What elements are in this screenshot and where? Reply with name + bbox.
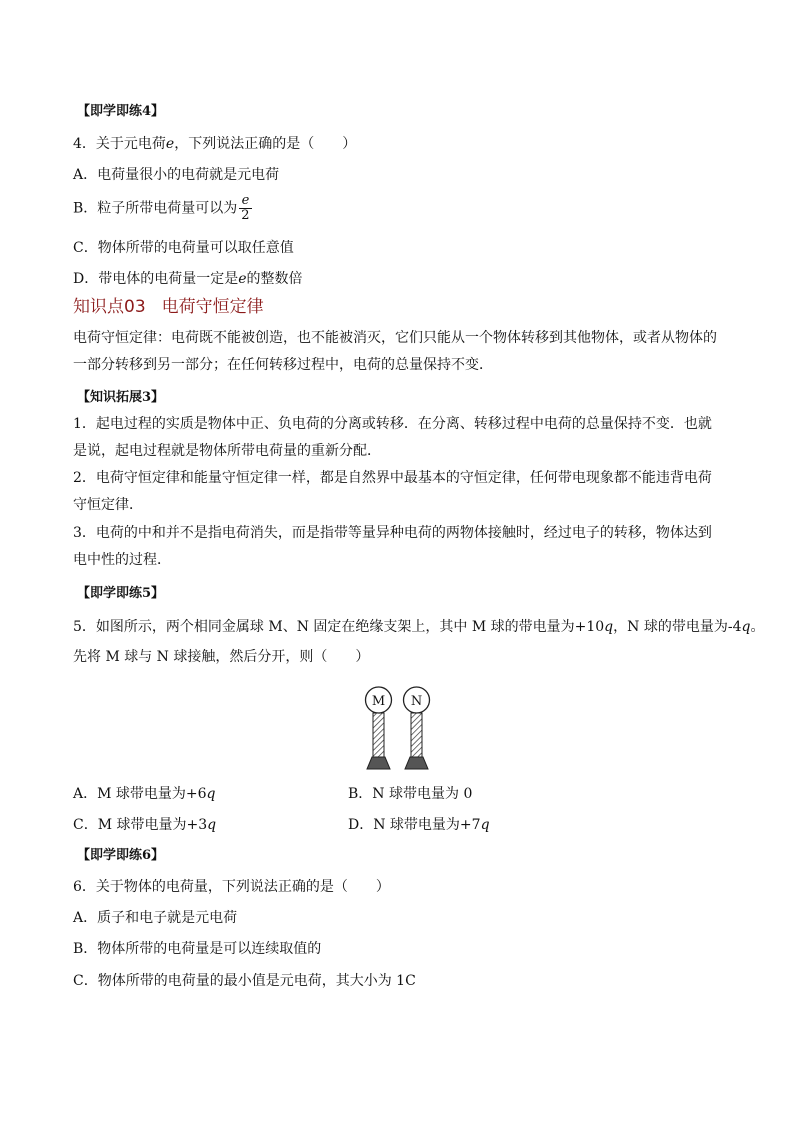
- figure-metal-balls: [360, 684, 440, 774]
- section-title: 电荷守恒定律: [161, 297, 264, 317]
- practice5-option-b: B．N 球带电量为 0: [348, 786, 473, 802]
- practice5-option-d: D．N 球带电量为+7q: [348, 817, 490, 833]
- practice4-option-a: A．电荷量很小的电荷就是元电荷: [73, 167, 280, 183]
- section-number: 知识点03: [73, 297, 146, 317]
- practice6-option-c: C．物体所带的电荷量的最小值是元电荷，其大小为 1C: [73, 973, 416, 989]
- practice4-option-d: D．带电体的电荷量一定是e的整数倍: [73, 271, 303, 287]
- practice4-option-c: C．物体所带的电荷量可以取任意值: [73, 240, 294, 256]
- section-heading: [73, 296, 264, 318]
- practice6-question: 6．关于物体的电荷量，下列说法正确的是（ ）: [73, 879, 390, 895]
- ball-n-label: N: [410, 694, 423, 709]
- practice4-tag: 【即学即练4】: [77, 104, 165, 119]
- ball-m-label: M: [371, 694, 386, 709]
- practice4-option-b: B．粒子所带电荷量可以为 $\frac{e}{2}$: [73, 193, 250, 223]
- practice6-option-a: A．质子和电子就是元电荷: [73, 910, 238, 926]
- practice6-option-b: B．物体所带的电荷量是可以连续取值的: [73, 941, 322, 957]
- extension3-tag: 【知识拓展3】: [77, 390, 165, 405]
- stand-right: [405, 713, 428, 769]
- practice6-tag: 【即学即练6】: [77, 848, 165, 863]
- stand-left: [367, 713, 390, 769]
- practice5-question-line2: 先将 M 球与 N 球接触，然后分开，则（ ）: [73, 649, 370, 665]
- extension3-point1: 1．起电过程的实质是物体中正、负电荷的分离或转移．在分离、转移过程中电荷的总量保持不变．也就是说，起电过程就是物体所带电荷量的重新分配．: [73, 416, 712, 459]
- extension3-point2: 2．电荷守恒定律和能量守恒定律一样，都是自然界中最基本的守恒定律，任何带电现象都不能违背电荷守恒定律．: [73, 470, 712, 513]
- practice5-option-a: A．M 球带电量为+6q: [73, 786, 216, 802]
- practice5-tag: 【即学即练5】: [77, 586, 165, 601]
- practice5-option-c: C．M 球带电量为+3q: [73, 817, 217, 833]
- section-definition: 电荷守恒定律：电荷既不能被创造，也不能被消灭，它们只能从一个物体转移到其他物体，或者从物体的一部分转移到另一部分；在任何转移过程中，电荷的总量保持不变．: [73, 330, 717, 373]
- extension3-point3: 3．电荷的中和并不是指电荷消失，而是指带等量异种电荷的两物体接触时，经过电子的转移，物体达到电中性的过程．: [73, 525, 712, 568]
- practice4-question: 4．关于元电荷e，下列说法正确的是（ ）: [73, 136, 357, 152]
- fraction-e-over-2: $\frac{e}{2}$: [241, 193, 250, 223]
- practice5-question-line1: 5．如图所示，两个相同金属球 M、N 固定在绝缘支架上，其中 M 球的带电量为+10q，N 球的带电量为-4q。: [73, 619, 765, 635]
